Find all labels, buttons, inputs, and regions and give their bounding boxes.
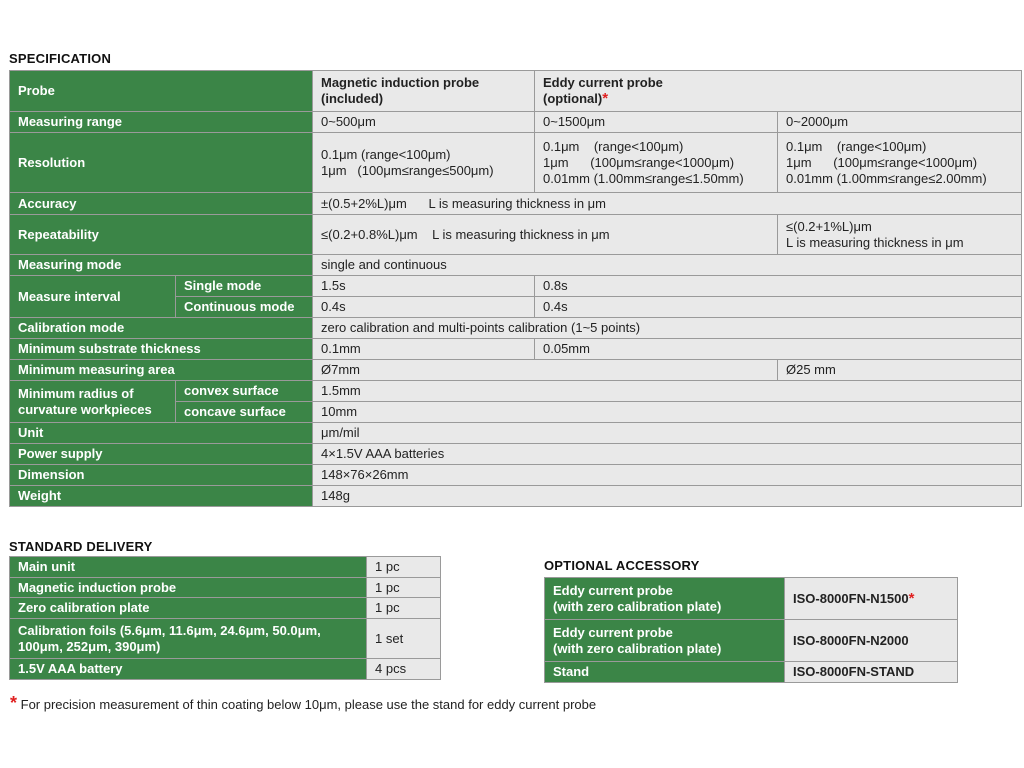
accessory-code: ISO-8000FN-STAND xyxy=(785,662,958,683)
standard-delivery-table xyxy=(9,556,441,680)
calibration-label: Calibration mode xyxy=(10,318,313,339)
radius-convex-label: convex surface xyxy=(176,381,313,402)
delivery-item: 1.5V AAA battery xyxy=(10,659,367,680)
row-radius-convex xyxy=(10,381,1022,402)
calibration-value: zero calibration and multi-points calibration (1~5 points) xyxy=(313,318,1022,339)
accessory-item: Eddy current probe (with zero calibration plate) xyxy=(545,620,785,662)
row-dimension xyxy=(10,465,1022,486)
row-probe xyxy=(10,71,1022,112)
table-row xyxy=(545,620,958,662)
row-power-supply xyxy=(10,444,1022,465)
weight-value: 148g xyxy=(313,486,1022,507)
area-value: Ø7mm xyxy=(313,360,778,381)
row-weight xyxy=(10,486,1022,507)
row-calibration-mode xyxy=(10,318,1022,339)
interval-continuous-magnetic: 0.4s xyxy=(313,297,535,318)
delivery-qty: 1 set xyxy=(367,619,441,659)
delivery-item: Magnetic induction probe xyxy=(10,578,367,598)
range-label: Measuring range xyxy=(10,112,313,133)
power-value: 4×1.5V AAA batteries xyxy=(313,444,1022,465)
delivery-item: Calibration foils (5.6μm, 11.6μm, 24.6μm, 50.0μm, 100μm, 252μm, 390μm) xyxy=(10,619,367,659)
standard-delivery-title: STANDARD DELIVERY xyxy=(9,539,153,554)
unit-value: μm/mil xyxy=(313,423,1022,444)
dimension-label: Dimension xyxy=(10,465,313,486)
resolution-label: Resolution xyxy=(10,133,313,193)
mode-value: single and continuous xyxy=(313,255,1022,276)
delivery-item: Zero calibration plate xyxy=(10,598,367,619)
radius-concave-label: concave surface xyxy=(176,402,313,423)
power-label: Power supply xyxy=(10,444,313,465)
resolution-eddy-2000: 0.1μm (range<100μm) 1μm (100μm≤range<1000μm) 0.01mm (1.00mm≤range≤2.00mm) xyxy=(778,133,1022,193)
repeatability-label: Repeatability xyxy=(10,215,313,255)
row-unit xyxy=(10,423,1022,444)
optional-accessory-title: OPTIONAL ACCESSORY xyxy=(544,558,700,573)
delivery-qty: 1 pc xyxy=(367,598,441,619)
area-eddy-2000: Ø25 mm xyxy=(778,360,1022,381)
table-row xyxy=(10,659,441,680)
table-row xyxy=(545,578,958,620)
substrate-eddy: 0.05mm xyxy=(535,339,1022,360)
table-row xyxy=(10,619,441,659)
probe-label: Probe xyxy=(10,71,313,112)
table-row xyxy=(10,578,441,598)
table-row xyxy=(10,598,441,619)
table-row xyxy=(545,662,958,683)
range-eddy-2000: 0~2000μm xyxy=(778,112,1022,133)
substrate-magnetic: 0.1mm xyxy=(313,339,535,360)
delivery-qty: 1 pc xyxy=(367,557,441,578)
asterisk-icon: * xyxy=(908,589,915,607)
accessory-code: ISO-8000FN-N1500* xyxy=(785,578,958,620)
row-resolution xyxy=(10,133,1022,193)
radius-convex-value: 1.5mm xyxy=(313,381,1022,402)
resolution-magnetic: 0.1μm (range<100μm) 1μm (100μm≤range≤500μm) xyxy=(313,133,535,193)
interval-continuous-eddy: 0.4s xyxy=(535,297,1022,318)
probe-eddy: Eddy current probe (optional)* xyxy=(535,71,1022,112)
accessory-item: Eddy current probe (with zero calibration plate) xyxy=(545,578,785,620)
unit-label: Unit xyxy=(10,423,313,444)
dimension-value: 148×76×26mm xyxy=(313,465,1022,486)
delivery-qty: 1 pc xyxy=(367,578,441,598)
row-substrate xyxy=(10,339,1022,360)
row-accuracy xyxy=(10,193,1022,215)
accessory-code: ISO-8000FN-N2000 xyxy=(785,620,958,662)
substrate-label: Minimum substrate thickness xyxy=(10,339,313,360)
row-measuring-mode xyxy=(10,255,1022,276)
row-repeatability xyxy=(10,215,1022,255)
specification-table xyxy=(9,70,1022,507)
row-measuring-area xyxy=(10,360,1022,381)
table-row xyxy=(10,557,441,578)
probe-magnetic: Magnetic induction probe (included) xyxy=(313,71,535,112)
repeatability-value: ≤(0.2+0.8%L)μm L is measuring thickness in μm xyxy=(313,215,778,255)
delivery-qty: 4 pcs xyxy=(367,659,441,680)
footnote-text: For precision measurement of thin coating below 10μm, please use the stand for eddy current probe xyxy=(20,697,597,712)
row-interval-single xyxy=(10,276,1022,297)
delivery-item: Main unit xyxy=(10,557,367,578)
optional-accessory-table xyxy=(544,577,958,683)
mode-label: Measuring mode xyxy=(10,255,313,276)
range-magnetic: 0~500μm xyxy=(313,112,535,133)
interval-single-label: Single mode xyxy=(176,276,313,297)
interval-single-magnetic: 1.5s xyxy=(313,276,535,297)
accuracy-value: ±(0.5+2%L)μm L is measuring thickness in μm xyxy=(313,193,1022,215)
specification-title: SPECIFICATION xyxy=(9,51,112,66)
range-eddy-1500: 0~1500μm xyxy=(535,112,778,133)
radius-label: Minimum radius of curvature workpieces xyxy=(10,381,176,423)
accuracy-label: Accuracy xyxy=(10,193,313,215)
repeatability-eddy-2000: ≤(0.2+1%L)μm L is measuring thickness in μm xyxy=(778,215,1022,255)
area-label: Minimum measuring area xyxy=(10,360,313,381)
row-measuring-range xyxy=(10,112,1022,133)
interval-label: Measure interval xyxy=(10,276,176,318)
accessory-item: Stand xyxy=(545,662,785,683)
asterisk-icon: * xyxy=(602,90,609,107)
resolution-eddy-1500: 0.1μm (range<100μm) 1μm (100μm≤range<1000μm) 0.01mm (1.00mm≤range≤1.50mm) xyxy=(535,133,778,193)
asterisk-icon: * xyxy=(10,693,18,713)
interval-continuous-label: Continuous mode xyxy=(176,297,313,318)
interval-single-eddy: 0.8s xyxy=(535,276,1022,297)
weight-label: Weight xyxy=(10,486,313,507)
footnote xyxy=(10,693,596,714)
radius-concave-value: 10mm xyxy=(313,402,1022,423)
